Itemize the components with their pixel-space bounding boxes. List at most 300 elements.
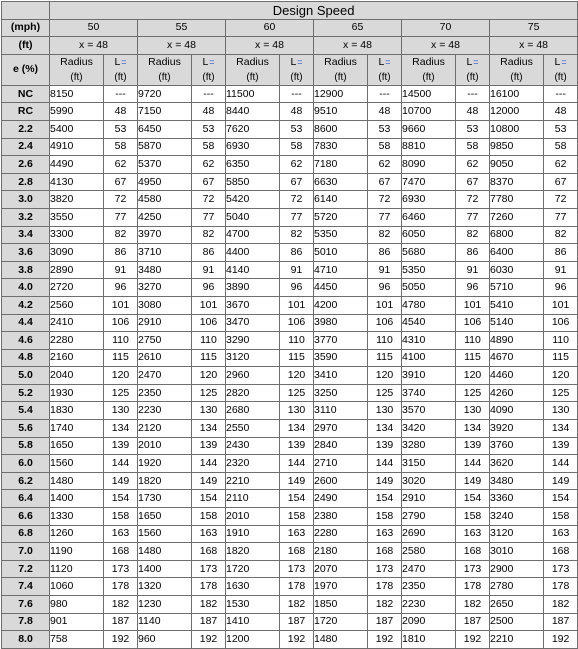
length-cell: 182	[544, 596, 578, 614]
superelevation-value: 7.0	[2, 543, 50, 561]
radius-cell: 2790	[402, 508, 456, 526]
length-cell: 53	[104, 120, 138, 138]
radius-cell: 4450	[314, 279, 368, 297]
length-column-header	[544, 54, 578, 85]
superelevation-value: 3.6	[2, 244, 50, 262]
superelevation-value: 7.8	[2, 613, 50, 631]
radius-cell: 4710	[314, 261, 368, 279]
length-cell: 154	[280, 490, 314, 508]
superelevation-value: 5.6	[2, 420, 50, 438]
radius-cell: 3770	[314, 332, 368, 350]
radius-cell: 6030	[490, 261, 544, 279]
table-row	[2, 402, 578, 420]
equation-link-icon[interactable]: =	[473, 56, 479, 67]
speed-unit-label: (mph)	[2, 19, 50, 37]
length-cell: ---	[368, 85, 402, 103]
length-cell: 154	[456, 490, 490, 508]
length-cell: 62	[104, 156, 138, 174]
radius-cell: 3250	[314, 384, 368, 402]
length-cell: 158	[368, 508, 402, 526]
length-cell: 115	[104, 349, 138, 367]
radius-unit: (ft)	[510, 71, 523, 83]
radius-cell: 10700	[402, 103, 456, 121]
length-cell: 173	[456, 560, 490, 578]
length-cell: 163	[544, 525, 578, 543]
length-cell: 48	[456, 103, 490, 121]
superelevation-value: 4.6	[2, 332, 50, 350]
table-row	[2, 525, 578, 543]
length-cell: 125	[104, 384, 138, 402]
length-cell: 91	[280, 261, 314, 279]
radius-cell: 6800	[490, 226, 544, 244]
radius-cell: 4490	[50, 156, 104, 174]
radius-cell: 1830	[50, 402, 104, 420]
length-cell: 139	[456, 437, 490, 455]
length-cell: 163	[280, 525, 314, 543]
radius-cell: 3550	[50, 208, 104, 226]
length-cell: 82	[104, 226, 138, 244]
radius-cell: 3270	[138, 279, 192, 297]
table-body	[2, 85, 578, 648]
length-cell: 110	[192, 332, 226, 350]
length-cell: 101	[104, 296, 138, 314]
radius-column-header	[314, 54, 368, 85]
length-cell: 168	[280, 543, 314, 561]
radius-cell: 2230	[138, 402, 192, 420]
superelevation-value: 7.6	[2, 596, 50, 614]
length-cell: 106	[456, 314, 490, 332]
radius-cell: 3740	[402, 384, 456, 402]
length-cell: 125	[368, 384, 402, 402]
speed-header-65: 65	[314, 19, 402, 37]
radius-cell: 5850	[226, 173, 280, 191]
radius-cell: 2710	[314, 455, 368, 473]
length-cell: 144	[192, 455, 226, 473]
length-cell: 168	[456, 543, 490, 561]
table-row	[2, 173, 578, 191]
x-value-header: x = 48	[138, 37, 226, 55]
length-cell: 110	[104, 332, 138, 350]
length-label: L	[114, 55, 121, 68]
superelevation-value: 5.4	[2, 402, 50, 420]
length-cell: 173	[280, 560, 314, 578]
speed-header-75: 75	[490, 19, 578, 37]
radius-cell: 4700	[226, 226, 280, 244]
x-value-header: x = 48	[402, 37, 490, 55]
length-unit: (ft)	[114, 71, 127, 83]
length-cell: 62	[368, 156, 402, 174]
superelevation-value: 8.0	[2, 631, 50, 649]
radius-cell: 2040	[50, 367, 104, 385]
radius-cell: 960	[138, 631, 192, 649]
length-cell: 72	[192, 191, 226, 209]
radius-cell: 3300	[50, 226, 104, 244]
superelevation-value: 6.2	[2, 472, 50, 490]
radius-cell: 3280	[402, 437, 456, 455]
table-header	[2, 2, 578, 86]
length-cell: 110	[544, 332, 578, 350]
superelevation-value: NC	[2, 85, 50, 103]
length-cell: 130	[368, 402, 402, 420]
length-cell: 134	[104, 420, 138, 438]
radius-cell: 5710	[490, 279, 544, 297]
superelevation-value: 4.0	[2, 279, 50, 297]
radius-cell: 2610	[138, 349, 192, 367]
superelevation-value: 6.6	[2, 508, 50, 526]
radius-cell: 3890	[226, 279, 280, 297]
superelevation-value: 3.2	[2, 208, 50, 226]
radius-cell: 3980	[314, 314, 368, 332]
length-cell: 178	[104, 578, 138, 596]
radius-cell: 9720	[138, 85, 192, 103]
radius-cell: 7470	[402, 173, 456, 191]
length-cell: 144	[368, 455, 402, 473]
radius-cell: 5720	[314, 208, 368, 226]
radius-cell: 1740	[50, 420, 104, 438]
radius-cell: 2230	[402, 596, 456, 614]
corner-cell	[2, 2, 50, 20]
length-cell: 86	[544, 244, 578, 262]
radius-cell: 3480	[490, 472, 544, 490]
length-cell: 67	[368, 173, 402, 191]
radius-cell: 2680	[226, 402, 280, 420]
radius-cell: 3620	[490, 455, 544, 473]
superelevation-value: 5.8	[2, 437, 50, 455]
radius-cell: 1140	[138, 613, 192, 631]
table-row	[2, 613, 578, 631]
table-row	[2, 543, 578, 561]
length-cell: 182	[192, 596, 226, 614]
radius-cell: 4100	[402, 349, 456, 367]
x-value-header: x = 48	[490, 37, 578, 55]
length-cell: 72	[280, 191, 314, 209]
table-row	[2, 455, 578, 473]
radius-cell: 4260	[490, 384, 544, 402]
length-cell: 86	[104, 244, 138, 262]
radius-cell: 4540	[402, 314, 456, 332]
length-cell: 187	[456, 613, 490, 631]
radius-cell: 5040	[226, 208, 280, 226]
superelevation-value: 7.2	[2, 560, 50, 578]
radius-cell: 2280	[314, 525, 368, 543]
radius-cell: 2350	[138, 384, 192, 402]
radius-cell: 2900	[490, 560, 544, 578]
length-cell: 77	[456, 208, 490, 226]
radius-cell: 1480	[50, 472, 104, 490]
radius-cell: 1190	[50, 543, 104, 561]
radius-cell: 3010	[490, 543, 544, 561]
radius-cell: 1820	[138, 472, 192, 490]
length-unit: (ft)	[202, 71, 215, 83]
length-cell: 130	[104, 402, 138, 420]
radius-cell: 2410	[50, 314, 104, 332]
radius-cell: 1720	[226, 560, 280, 578]
length-cell: 120	[368, 367, 402, 385]
length-cell: 178	[280, 578, 314, 596]
table-row	[2, 120, 578, 138]
superelevation-value: RC	[2, 103, 50, 121]
length-cell: 72	[104, 191, 138, 209]
radius-cell: 8440	[226, 103, 280, 121]
length-cell: 115	[192, 349, 226, 367]
radius-cell: 7150	[138, 103, 192, 121]
radius-cell: 4310	[402, 332, 456, 350]
length-cell: 158	[456, 508, 490, 526]
length-cell: 106	[104, 314, 138, 332]
radius-cell: 10800	[490, 120, 544, 138]
length-cell: 168	[104, 543, 138, 561]
radius-cell: 4130	[50, 173, 104, 191]
radius-cell: 3670	[226, 296, 280, 314]
superelevation-value: 4.4	[2, 314, 50, 332]
length-cell: 86	[280, 244, 314, 262]
radius-column-header	[226, 54, 280, 85]
radius-cell: 1480	[314, 631, 368, 649]
design-speed-table	[1, 1, 578, 649]
length-cell: 130	[192, 402, 226, 420]
length-cell: 154	[368, 490, 402, 508]
length-cell: 82	[456, 226, 490, 244]
length-cell: 115	[280, 349, 314, 367]
length-cell: 96	[544, 279, 578, 297]
radius-cell: 6460	[402, 208, 456, 226]
table-row	[2, 490, 578, 508]
table-row	[2, 472, 578, 490]
radius-cell: 2010	[138, 437, 192, 455]
radius-cell: 5990	[50, 103, 104, 121]
length-cell: 125	[544, 384, 578, 402]
length-cell: 101	[544, 296, 578, 314]
radius-cell: 6450	[138, 120, 192, 138]
radius-cell: 7180	[314, 156, 368, 174]
length-cell: 173	[104, 560, 138, 578]
length-cell: 139	[544, 437, 578, 455]
length-cell: 168	[544, 543, 578, 561]
radius-cell: 2600	[314, 472, 368, 490]
radius-cell: 4780	[402, 296, 456, 314]
radius-cell: 980	[50, 596, 104, 614]
table-row	[2, 349, 578, 367]
radius-cell: 2720	[50, 279, 104, 297]
length-cell: 115	[544, 349, 578, 367]
radius-cell: 7620	[226, 120, 280, 138]
radius-cell: 2180	[314, 543, 368, 561]
length-cell: 182	[104, 596, 138, 614]
radius-cell: 2110	[226, 490, 280, 508]
length-cell: 53	[544, 120, 578, 138]
length-cell: 158	[104, 508, 138, 526]
length-cell: 48	[192, 103, 226, 121]
length-cell: 115	[456, 349, 490, 367]
radius-cell: 2120	[138, 420, 192, 438]
radius-label: Radius	[236, 55, 269, 68]
length-cell: 48	[368, 103, 402, 121]
length-cell: 72	[368, 191, 402, 209]
superelevation-value: 3.8	[2, 261, 50, 279]
radius-cell: 3420	[402, 420, 456, 438]
length-cell: 58	[280, 138, 314, 156]
radius-cell: 1560	[138, 525, 192, 543]
length-cell: 72	[456, 191, 490, 209]
radius-cell: 3920	[490, 420, 544, 438]
length-cell: 149	[104, 472, 138, 490]
radius-cell: 4140	[226, 261, 280, 279]
length-cell: 154	[544, 490, 578, 508]
radius-cell: 5350	[402, 261, 456, 279]
length-cell: 82	[192, 226, 226, 244]
radius-cell: 9850	[490, 138, 544, 156]
equation-link-icon[interactable]: =	[561, 56, 567, 67]
radius-cell: 8600	[314, 120, 368, 138]
radius-label: Radius	[324, 55, 357, 68]
length-cell: 182	[456, 596, 490, 614]
table-row	[2, 244, 578, 262]
length-column-header	[104, 54, 138, 85]
radius-cell: 9660	[402, 120, 456, 138]
radius-cell: 4890	[490, 332, 544, 350]
radius-cell: 1320	[138, 578, 192, 596]
radius-cell: 3970	[138, 226, 192, 244]
radius-cell: 3570	[402, 402, 456, 420]
length-cell: 192	[368, 631, 402, 649]
radius-cell: 2470	[402, 560, 456, 578]
radius-cell: 3290	[226, 332, 280, 350]
length-cell: 158	[280, 508, 314, 526]
length-cell: 182	[368, 596, 402, 614]
radius-cell: 3090	[50, 244, 104, 262]
radius-cell: 2090	[402, 613, 456, 631]
radius-cell: 6350	[226, 156, 280, 174]
radius-cell: 5350	[314, 226, 368, 244]
radius-cell: 6930	[226, 138, 280, 156]
radius-unit: (ft)	[246, 71, 259, 83]
radius-label: Radius	[500, 55, 533, 68]
radius-cell: 7780	[490, 191, 544, 209]
radius-cell: 5680	[402, 244, 456, 262]
length-cell: 187	[280, 613, 314, 631]
radius-cell: 2280	[50, 332, 104, 350]
length-cell: 134	[192, 420, 226, 438]
radius-cell: 1260	[50, 525, 104, 543]
length-cell: 192	[456, 631, 490, 649]
length-cell: 48	[544, 103, 578, 121]
length-cell: 62	[192, 156, 226, 174]
length-cell: 96	[456, 279, 490, 297]
radius-unit: (ft)	[334, 71, 347, 83]
table-row	[2, 578, 578, 596]
radius-cell: 2430	[226, 437, 280, 455]
length-cell: 101	[456, 296, 490, 314]
length-cell: 158	[192, 508, 226, 526]
radius-cell: 2490	[314, 490, 368, 508]
length-cell: 53	[456, 120, 490, 138]
length-cell: 53	[192, 120, 226, 138]
radius-cell: 2500	[490, 613, 544, 631]
length-cell: 67	[280, 173, 314, 191]
radius-cell: 2970	[314, 420, 368, 438]
radius-cell: 5420	[226, 191, 280, 209]
length-cell: 48	[104, 103, 138, 121]
radius-cell: 4250	[138, 208, 192, 226]
table-row	[2, 437, 578, 455]
radius-cell: 1910	[226, 525, 280, 543]
radius-cell: 2470	[138, 367, 192, 385]
table-row	[2, 296, 578, 314]
length-column-header	[456, 54, 490, 85]
radius-cell: 1120	[50, 560, 104, 578]
radius-cell: 1230	[138, 596, 192, 614]
length-cell: 139	[280, 437, 314, 455]
radius-cell: 2960	[226, 367, 280, 385]
length-cell: 72	[544, 191, 578, 209]
length-cell: 48	[280, 103, 314, 121]
table-row	[2, 85, 578, 103]
table-row	[2, 156, 578, 174]
radius-cell: 2780	[490, 578, 544, 596]
x-unit-label: (ft)	[2, 37, 50, 55]
length-unit: (ft)	[466, 71, 479, 83]
length-cell: 168	[192, 543, 226, 561]
radius-cell: 3590	[314, 349, 368, 367]
length-cell: 154	[104, 490, 138, 508]
radius-cell: 1410	[226, 613, 280, 631]
length-cell: 149	[280, 472, 314, 490]
superelevation-value: 4.2	[2, 296, 50, 314]
length-label: L	[378, 55, 385, 68]
length-cell: 192	[192, 631, 226, 649]
length-unit: (ft)	[554, 71, 567, 83]
length-cell: 144	[544, 455, 578, 473]
length-cell: 86	[456, 244, 490, 262]
equation-link-icon[interactable]: =	[297, 56, 303, 67]
radius-cell: 8810	[402, 138, 456, 156]
length-cell: 182	[280, 596, 314, 614]
equation-link-icon[interactable]: =	[121, 56, 127, 67]
radius-cell: 1560	[50, 455, 104, 473]
radius-column-header	[490, 54, 544, 85]
radius-cell: 3470	[226, 314, 280, 332]
radius-cell: 3020	[402, 472, 456, 490]
length-cell: ---	[104, 85, 138, 103]
length-cell: 178	[192, 578, 226, 596]
length-cell: 86	[368, 244, 402, 262]
length-cell: 154	[192, 490, 226, 508]
length-cell: 139	[192, 437, 226, 455]
table-row	[2, 384, 578, 402]
length-cell: 67	[544, 173, 578, 191]
radius-cell: 11500	[226, 85, 280, 103]
radius-cell: 5400	[50, 120, 104, 138]
equation-link-icon[interactable]: =	[209, 56, 215, 67]
radius-cell: 5370	[138, 156, 192, 174]
radius-cell: 4910	[50, 138, 104, 156]
radius-cell: 3120	[490, 525, 544, 543]
radius-cell: 2910	[138, 314, 192, 332]
radius-cell: 3080	[138, 296, 192, 314]
equation-link-icon[interactable]: =	[385, 56, 391, 67]
length-cell: ---	[456, 85, 490, 103]
speed-header-60: 60	[226, 19, 314, 37]
radius-cell: 2580	[402, 543, 456, 561]
radius-cell: 3110	[314, 402, 368, 420]
radius-cell: 2350	[402, 578, 456, 596]
length-cell: 77	[280, 208, 314, 226]
radius-cell: 4400	[226, 244, 280, 262]
radius-cell: 2320	[226, 455, 280, 473]
length-cell: 82	[544, 226, 578, 244]
radius-cell: 1820	[226, 543, 280, 561]
length-cell: 91	[456, 261, 490, 279]
